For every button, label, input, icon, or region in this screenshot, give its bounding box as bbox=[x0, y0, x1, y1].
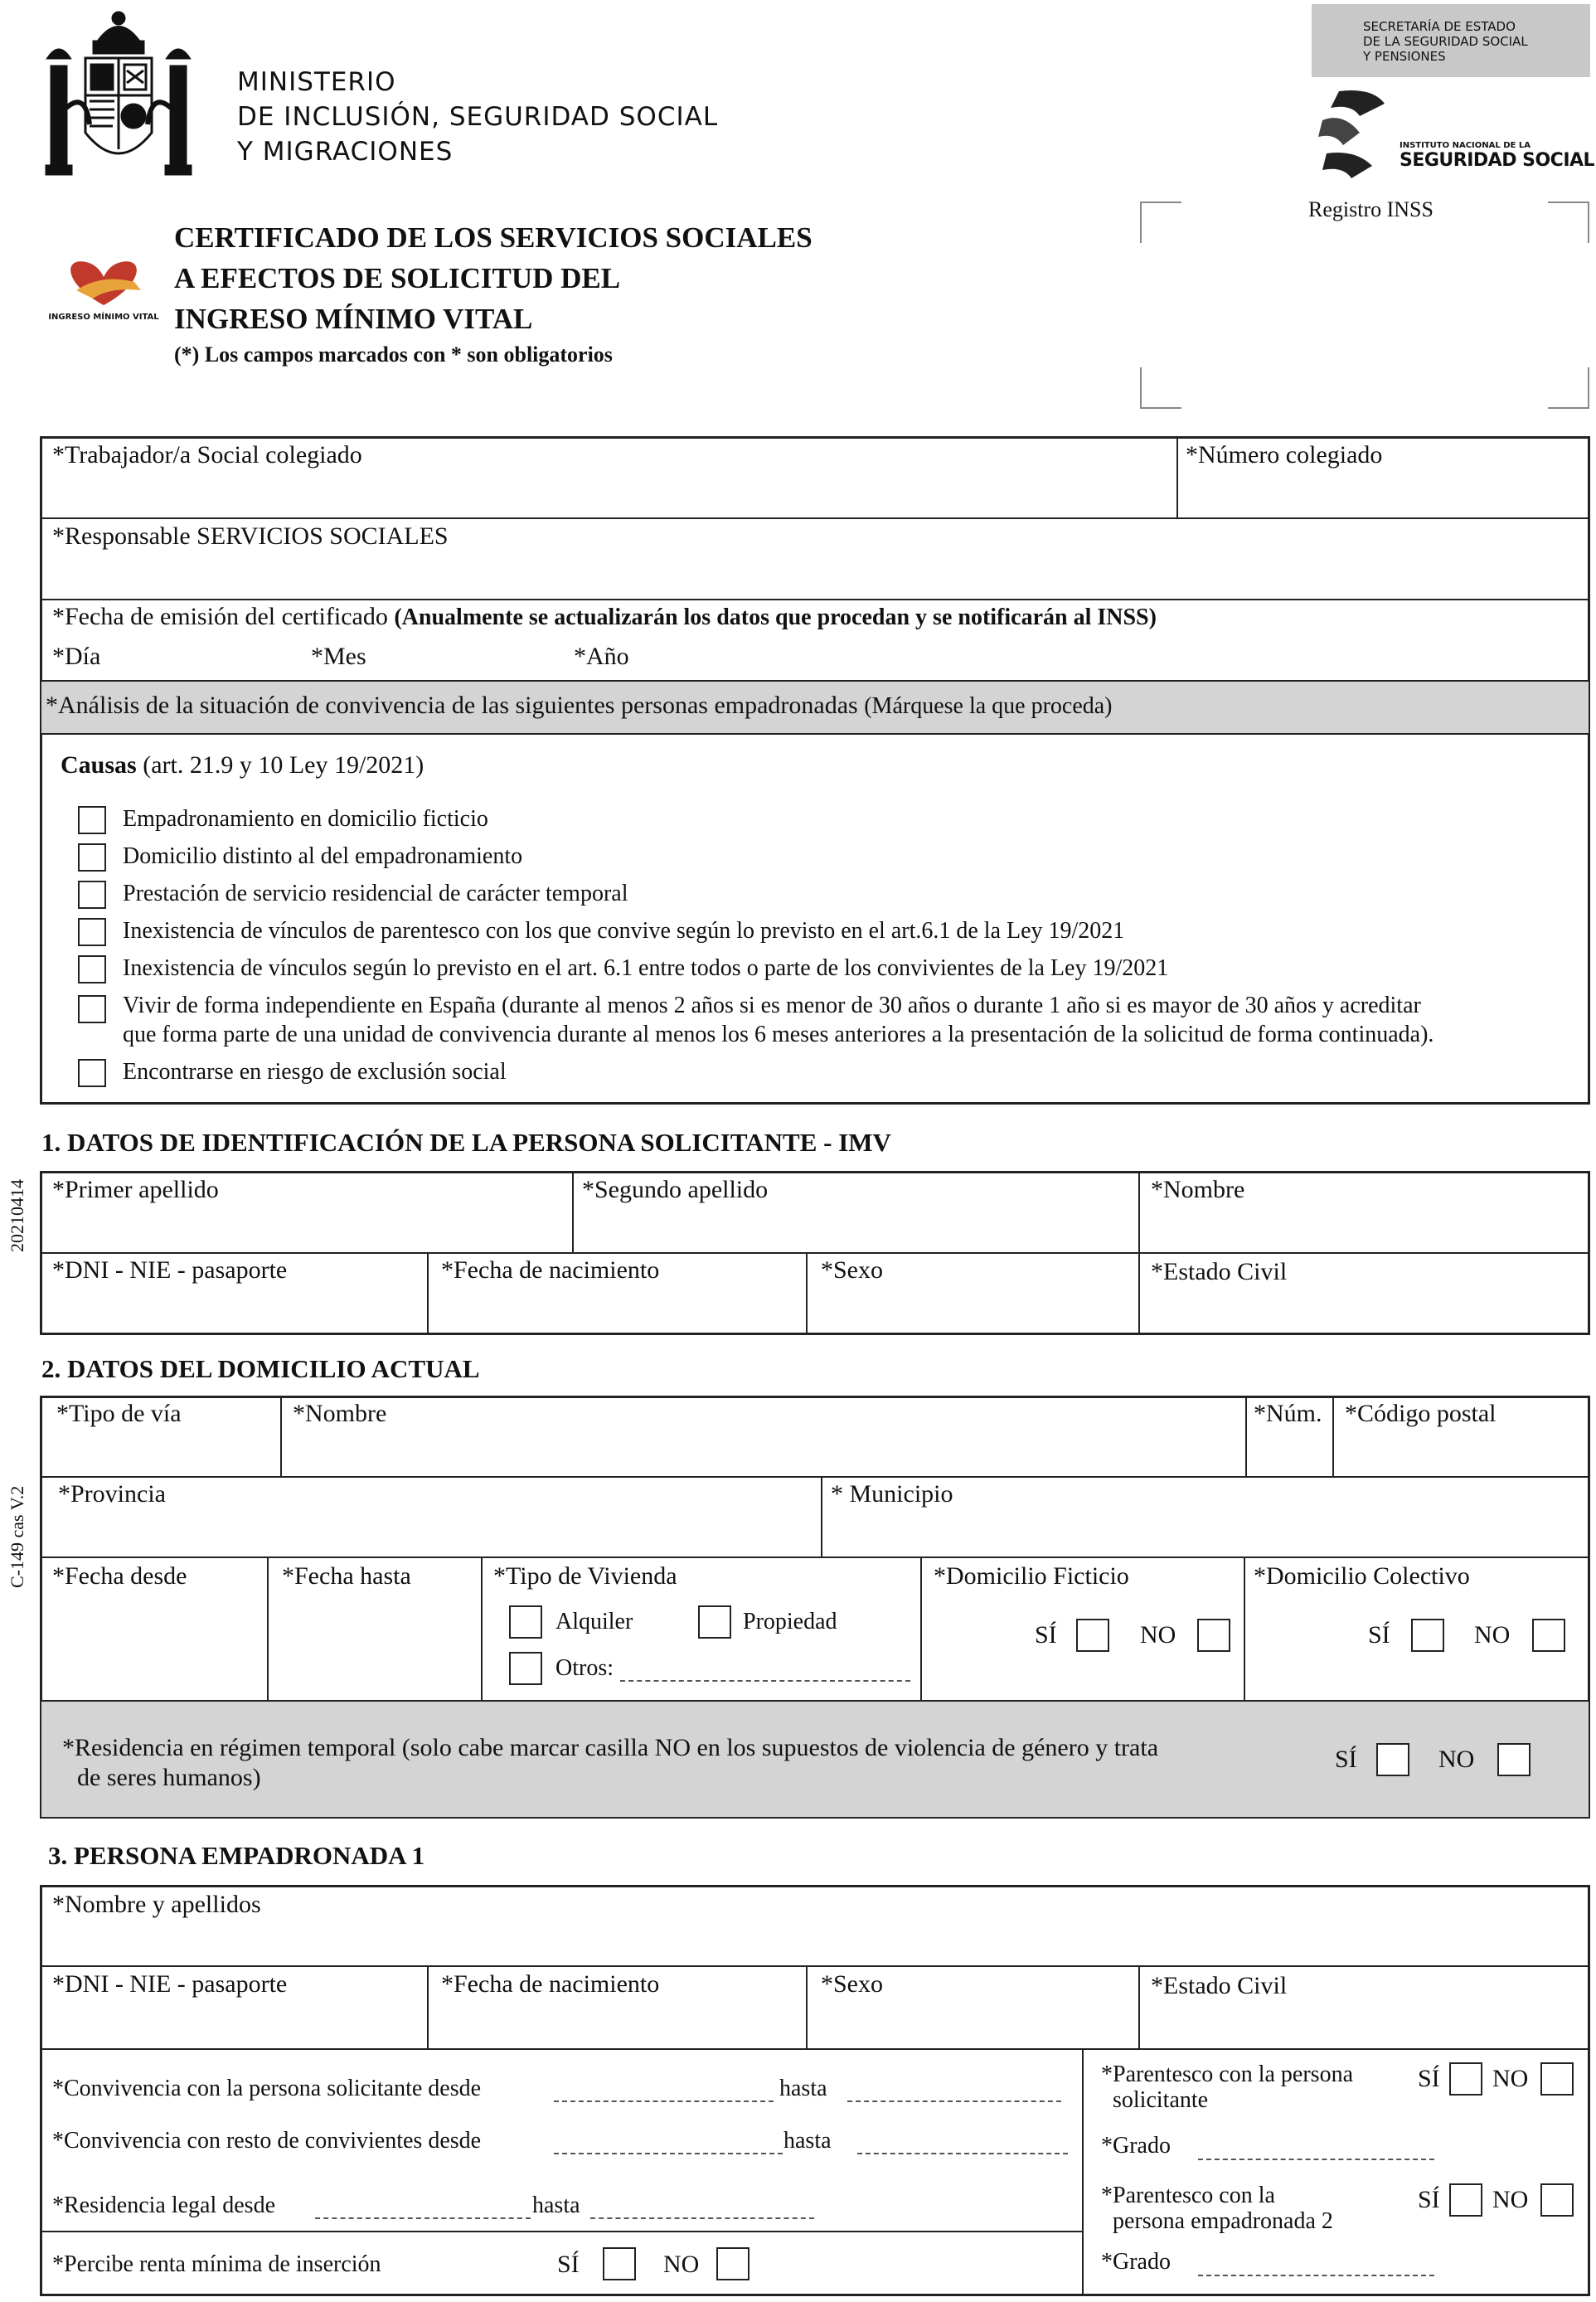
parentesco-solicitante-si-label: SÍ bbox=[1418, 2065, 1440, 2092]
numero-field[interactable]: *Núm. bbox=[1254, 1400, 1322, 1427]
colectivo-si-checkbox[interactable] bbox=[1411, 1619, 1444, 1652]
analisis-label bbox=[46, 692, 1113, 720]
sexo-field[interactable]: *Sexo bbox=[821, 1256, 883, 1284]
inss-logo bbox=[1314, 87, 1389, 185]
residencia-legal-desde-line[interactable] bbox=[315, 2217, 531, 2219]
imv-logo-text: INGRESO MÍNIMO VITAL bbox=[48, 313, 159, 322]
spain-coat-of-arms-logo bbox=[40, 8, 197, 182]
secretaria-line-2: DE LA SEGURIDAD SOCIAL bbox=[1363, 34, 1528, 49]
causas-reference: (art. 21.9 y 10 Ley 19/2021) bbox=[136, 751, 424, 779]
ministry-line-1: MINISTERIO bbox=[237, 67, 396, 97]
parentesco-solicitante-label bbox=[1101, 2062, 1353, 2113]
cause-label-4: Inexistencia de vínculos de parentesco con los que convive según lo previsto en el art.6.1 de la Ley 19/2021 bbox=[123, 918, 1125, 944]
parentesco-solicitante-line-1: *Parentesco con la persona bbox=[1101, 2062, 1353, 2087]
cause-checkbox-6[interactable] bbox=[78, 995, 106, 1023]
empadronada-fecha-nacimiento-field[interactable]: *Fecha de nacimiento bbox=[441, 1970, 660, 1998]
conv-resto-desde-line[interactable] bbox=[554, 2153, 783, 2154]
conv-solicitante-hasta-line[interactable] bbox=[847, 2100, 1061, 2102]
ficticio-no-label: NO bbox=[1140, 1621, 1176, 1649]
grado-2-line[interactable] bbox=[1198, 2275, 1434, 2276]
conv-resto-label: *Convivencia con resto de convivientes desde bbox=[52, 2128, 482, 2154]
mes-field[interactable]: *Mes bbox=[311, 643, 366, 670]
fecha-desde-field[interactable]: *Fecha desde bbox=[52, 1562, 187, 1590]
estado-civil-field[interactable]: *Estado Civil bbox=[1151, 1258, 1288, 1285]
conv-resto-hasta-line[interactable] bbox=[857, 2153, 1068, 2154]
domicilio-ficticio-label: *Domicilio Ficticio bbox=[934, 1562, 1129, 1590]
document-title bbox=[174, 217, 813, 339]
parentesco-solicitante-line-2: solicitante bbox=[1113, 2087, 1209, 2113]
ministry-line-3: Y MIGRACIONES bbox=[237, 137, 454, 167]
municipio-field[interactable]: * Municipio bbox=[831, 1480, 953, 1508]
empadronada-estado-civil-field[interactable]: *Estado Civil bbox=[1151, 1972, 1288, 1999]
fecha-emision-text: *Fecha de emisión del certificado bbox=[52, 603, 395, 630]
domicilio-colectivo-label: *Domicilio Colectivo bbox=[1254, 1562, 1470, 1590]
fecha-hasta-field[interactable]: *Fecha hasta bbox=[282, 1562, 411, 1590]
parentesco-emp2-line-1: *Parentesco con la bbox=[1101, 2183, 1275, 2208]
ficticio-si-label: SÍ bbox=[1035, 1621, 1057, 1649]
fecha-emision-label bbox=[52, 603, 1157, 631]
primer-apellido-field[interactable]: *Primer apellido bbox=[52, 1176, 219, 1203]
otros-label: Otros: bbox=[555, 1655, 614, 1681]
form-model-text: C-149 cas V.2 bbox=[7, 1485, 27, 1588]
propiedad-label: Propiedad bbox=[743, 1609, 837, 1634]
colectivo-no-label: NO bbox=[1474, 1621, 1511, 1649]
dia-field[interactable]: *Día bbox=[52, 643, 101, 670]
residencia-si-label: SÍ bbox=[1335, 1746, 1357, 1773]
residencia-no-label: NO bbox=[1438, 1746, 1475, 1773]
propiedad-checkbox[interactable] bbox=[698, 1605, 731, 1639]
colectivo-si-label: SÍ bbox=[1368, 1621, 1390, 1649]
dni-field[interactable]: *DNI - NIE - pasaporte bbox=[52, 1256, 288, 1284]
cause-checkbox-5[interactable] bbox=[78, 955, 106, 983]
residencia-legal-hasta-line[interactable] bbox=[590, 2217, 814, 2219]
provincia-field[interactable]: *Provincia bbox=[58, 1480, 166, 1508]
colectivo-no-checkbox[interactable] bbox=[1532, 1619, 1565, 1652]
ministry-name bbox=[237, 65, 718, 169]
cause-checkbox-7[interactable] bbox=[78, 1059, 106, 1087]
imv-logo bbox=[43, 257, 164, 323]
fecha-emision-note: (Anualmente se actualizarán los datos que procedan y se notificarán al INSS) bbox=[394, 605, 1157, 630]
parentesco-emp2-label bbox=[1101, 2183, 1333, 2234]
trabajador-social-field[interactable]: *Trabajador/a Social colegiado bbox=[52, 441, 362, 469]
section-1-title: 1. DATOS DE IDENTIFICACIÓN DE LA PERSONA SOLICITANTE - IMV bbox=[41, 1128, 891, 1157]
mandatory-note: (*) Los campos marcados con * son obligatorios bbox=[174, 342, 613, 367]
title-line-1: CERTIFICADO DE LOS SERVICIOS SOCIALES bbox=[174, 221, 813, 254]
cause-label-1: Empadronamiento en domicilio ficticio bbox=[123, 806, 488, 832]
registro-stamp-area[interactable] bbox=[1140, 202, 1589, 409]
residencia-si-checkbox[interactable] bbox=[1376, 1743, 1409, 1776]
ficticio-si-checkbox[interactable] bbox=[1076, 1619, 1109, 1652]
conv-solicitante-desde-line[interactable] bbox=[554, 2100, 774, 2102]
analisis-text: *Análisis de la situación de convivencia de las siguientes personas empadronadas bbox=[46, 692, 865, 719]
form-code-text: 20210414 bbox=[7, 1179, 27, 1252]
cause-checkbox-4[interactable] bbox=[78, 918, 106, 946]
fecha-nacimiento-field[interactable]: *Fecha de nacimiento bbox=[441, 1256, 660, 1284]
residencia-temporal-label bbox=[62, 1733, 1158, 1793]
responsable-field[interactable]: *Responsable SERVICIOS SOCIALES bbox=[52, 522, 449, 550]
title-line-2: A EFECTOS DE SOLICITUD DEL bbox=[174, 262, 621, 294]
ficticio-no-checkbox[interactable] bbox=[1197, 1619, 1230, 1652]
grado-2-label: *Grado bbox=[1101, 2249, 1171, 2275]
percibe-renta-label: *Percibe renta mínima de inserción bbox=[52, 2251, 381, 2277]
via-nombre-field[interactable]: *Nombre bbox=[293, 1400, 387, 1427]
segundo-apellido-field[interactable]: *Segundo apellido bbox=[582, 1176, 769, 1203]
parentesco-emp2-si-label: SÍ bbox=[1418, 2186, 1440, 2213]
otros-input-line[interactable] bbox=[620, 1680, 910, 1682]
codigo-postal-field[interactable]: *Código postal bbox=[1345, 1400, 1497, 1427]
parentesco-emp2-line-2: persona empadronada 2 bbox=[1113, 2208, 1333, 2234]
cause-label-5: Inexistencia de vínculos según lo previsto en el art. 6.1 entre todos o parte de los convivientes de la Ley 19/2021 bbox=[123, 955, 1169, 981]
registro-inss-label: Registro INSS bbox=[1308, 197, 1433, 221]
residencia-legal-hasta-label: hasta bbox=[532, 2193, 580, 2218]
residencia-legal-label: *Residencia legal desde bbox=[52, 2193, 276, 2218]
grado-1-line[interactable] bbox=[1198, 2159, 1434, 2160]
conv-solicitante-hasta-label: hasta bbox=[779, 2076, 827, 2101]
secretaria-line-1: SECRETARÍA DE ESTADO bbox=[1363, 19, 1516, 34]
secretaria-line-3: Y PENSIONES bbox=[1363, 49, 1446, 64]
renta-no-checkbox[interactable] bbox=[716, 2247, 749, 2280]
causas-label bbox=[61, 751, 424, 779]
renta-no-label: NO bbox=[663, 2251, 700, 2278]
causas-bold: Causas bbox=[61, 751, 137, 779]
alquiler-checkbox[interactable] bbox=[509, 1605, 542, 1639]
cause-label-6b: que forma parte de una unidad de convivencia durante al menos los 6 meses anteriores a la presentación de la solicitud de forma continuada). bbox=[123, 1022, 1434, 1047]
tipo-via-field[interactable]: *Tipo de vía bbox=[56, 1400, 182, 1427]
empadronada-nombre-field[interactable]: *Nombre y apellidos bbox=[52, 1891, 261, 1918]
inss-small-text: INSTITUTO NACIONAL DE LA bbox=[1400, 141, 1531, 150]
cause-label-3: Prestación de servicio residencial de carácter temporal bbox=[123, 881, 628, 906]
cause-checkbox-3[interactable] bbox=[78, 881, 106, 909]
tipo-vivienda-label: *Tipo de Vivienda bbox=[493, 1562, 677, 1590]
parentesco-solicitante-no-checkbox[interactable] bbox=[1540, 2062, 1574, 2096]
grado-1-label: *Grado bbox=[1101, 2133, 1171, 2159]
conv-solicitante-label: *Convivencia con la persona solicitante desde bbox=[52, 2076, 482, 2101]
anio-field[interactable]: *Año bbox=[574, 643, 629, 670]
otros-checkbox[interactable] bbox=[509, 1652, 542, 1685]
conv-resto-hasta-label: hasta bbox=[783, 2128, 832, 2154]
parentesco-solicitante-si-checkbox[interactable] bbox=[1449, 2062, 1482, 2096]
residencia-line-2: de seres humanos) bbox=[77, 1764, 261, 1791]
empadronada-dni-field[interactable]: *DNI - NIE - pasaporte bbox=[52, 1970, 288, 1998]
empadronada-sexo-field[interactable]: *Sexo bbox=[821, 1970, 883, 1998]
parentesco-emp2-no-checkbox[interactable] bbox=[1540, 2183, 1574, 2217]
section-3-title: 3. PERSONA EMPADRONADA 1 bbox=[48, 1841, 425, 1870]
renta-si-label: SÍ bbox=[557, 2251, 580, 2278]
title-line-3: INGRESO MÍNIMO VITAL bbox=[174, 303, 533, 335]
nombre-field[interactable]: *Nombre bbox=[1151, 1176, 1245, 1203]
cause-label-6a: Vivir de forma independiente en España (durante al menos 2 años si es menor de 30 años o durante 1 año si es mayor de 30 años y acreditar bbox=[123, 993, 1421, 1018]
residencia-line-1: *Residencia en régimen temporal (solo cabe marcar casilla NO en los supuestos de violencia de género y trata bbox=[62, 1734, 1159, 1761]
inss-name bbox=[1400, 141, 1594, 171]
cause-checkbox-2[interactable] bbox=[78, 843, 106, 872]
renta-si-checkbox[interactable] bbox=[603, 2247, 636, 2280]
alquiler-label: Alquiler bbox=[555, 1609, 633, 1634]
cause-checkbox-1[interactable] bbox=[78, 806, 106, 834]
residencia-no-checkbox[interactable] bbox=[1497, 1743, 1531, 1776]
parentesco-emp2-si-checkbox[interactable] bbox=[1449, 2183, 1482, 2217]
numero-colegiado-field[interactable]: *Número colegiado bbox=[1186, 441, 1383, 469]
inss-big-text: SEGURIDAD SOCIAL bbox=[1400, 150, 1595, 171]
ministry-line-2: DE INCLUSIÓN, SEGURIDAD SOCIAL bbox=[237, 102, 719, 132]
parentesco-solicitante-no-label: NO bbox=[1492, 2065, 1529, 2092]
secretaria-box bbox=[1312, 4, 1590, 77]
section-2-title: 2. DATOS DEL DOMICILIO ACTUAL bbox=[41, 1354, 480, 1383]
analisis-note: (Márquese la que proceda) bbox=[864, 693, 1113, 719]
parentesco-emp2-no-label: NO bbox=[1492, 2186, 1529, 2213]
cause-label-7: Encontrarse en riesgo de exclusión social bbox=[123, 1059, 507, 1085]
cause-label-2: Domicilio distinto al del empadronamiento bbox=[123, 843, 523, 869]
